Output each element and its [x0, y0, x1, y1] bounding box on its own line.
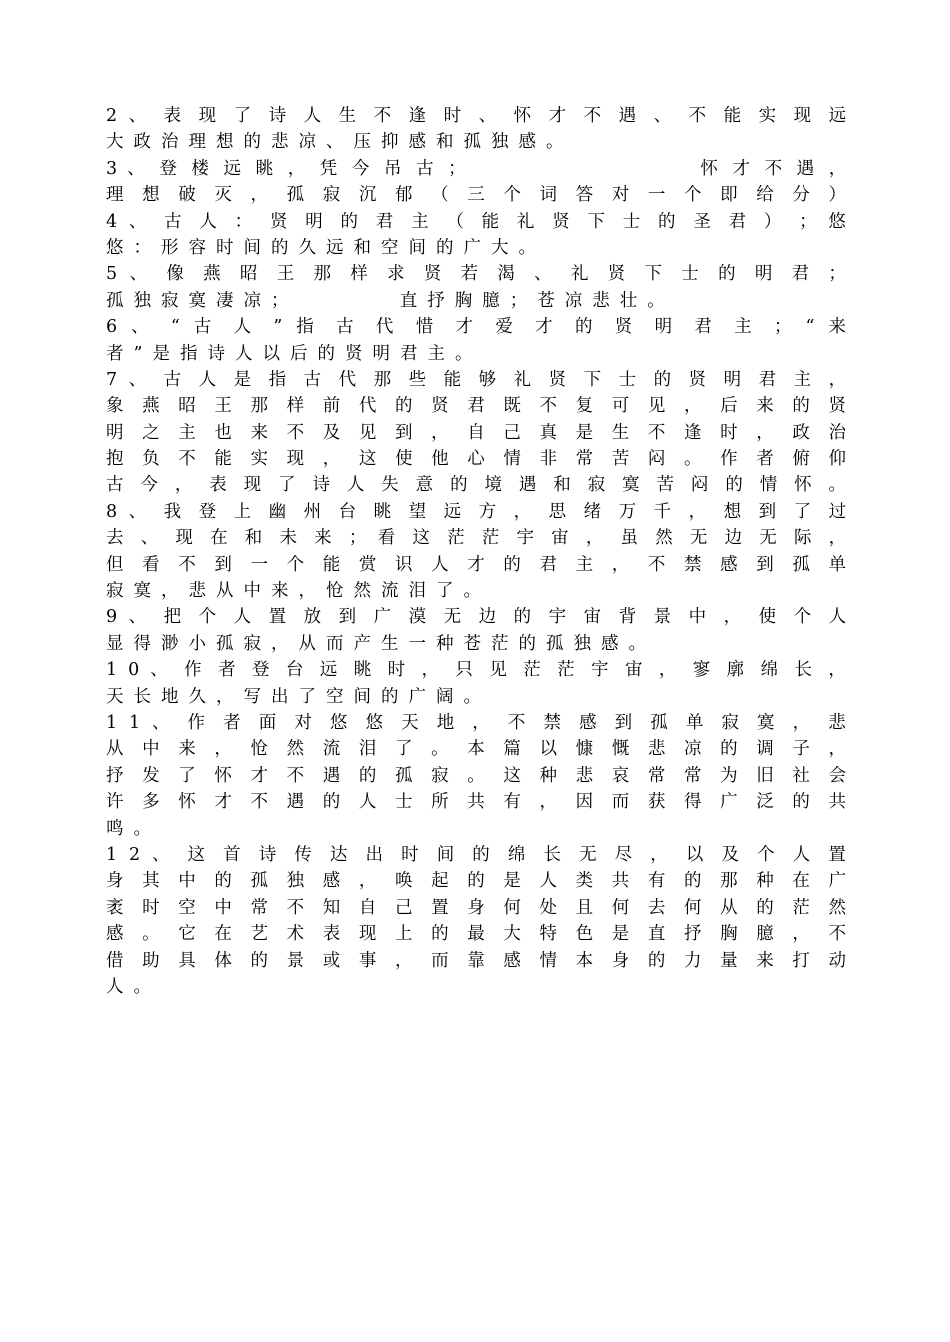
text-line: 4 、 古 人 ： 贤 明 的 君 主 （ 能 礼 贤 下 士 的 圣 君 ） ； 悠: [106, 211, 846, 232]
text-line: 8 、 我 登 上 幽 州 台 眺 望 远 方 ， 思 绪 万 千 ， 想 到 了 过: [106, 501, 846, 522]
text-line: 象 燕 昭 王 那 样 前 代 的 贤 君 既 不 复 可 见 ， 后 来 的 贤: [106, 396, 846, 417]
text-line: 人。: [106, 976, 161, 997]
text-line: 2 、 表 现 了 诗 人 生 不 逢 时 、 怀 才 不 遇 、 不 能 实 现 远: [106, 106, 846, 126]
text-line: 明 之 主 也 来 不 及 见 到 ， 自 己 真 是 生 不 逢 时 ， 政 治: [106, 422, 846, 443]
text-line: 孤独寂寞凄凉； 直抒胸臆；苍凉悲壮。: [106, 290, 675, 311]
text-line: 去 、 现 在 和 未 来 ； 看 这 茫 茫 宇 宙 ， 虽 然 无 边 无 际 ，: [106, 528, 846, 549]
text-line: 古 今 ， 表 现 了 诗 人 失 意 的 境 遇 和 寂 寞 苦 闷 的 情 怀 。: [106, 475, 846, 496]
text-line: 1 1 、 作 者 面 对 悠 悠 天 地 ， 不 禁 感 到 孤 单 寂 寞 ， 悲: [106, 712, 846, 733]
text-line: 者”是指诗人以后的贤明君主。: [106, 343, 483, 364]
text-line: 5 、 像 燕 昭 王 那 样 求 贤 若 渴 、 礼 贤 下 士 的 明 君 ；: [106, 264, 846, 285]
text-line: 感 。 它 在 艺 术 表 现 上 的 最 大 特 色 是 直 抒 胸 臆 ， 不: [106, 924, 846, 945]
text-line: 寂寞，悲从中来，怆然流泪了。: [106, 581, 491, 602]
text-line: 1 2 、 这 首 诗 传 达 出 时 间 的 绵 长 无 尽 ， 以 及 个 人 置: [106, 844, 846, 865]
text-line: 借 助 具 体 的 景 或 事 ， 而 靠 感 情 本 身 的 力 量 来 打 动: [106, 950, 846, 971]
text-line: 抒 发 了 怀 才 不 遇 的 孤 寂 。 这 种 悲 哀 常 常 为 旧 社 会: [106, 765, 846, 786]
text-line: 天长地久，写出了空间的广阔。: [106, 686, 491, 707]
text-line: 袤 时 空 中 常 不 知 自 己 置 身 何 处 且 何 去 何 从 的 茫 然: [106, 897, 846, 918]
text-line: 理 想 破 灭 ， 孤 寂 沉 郁 （ 三 个 词 答 对 一 个 即 给 分 ）: [106, 185, 846, 206]
text-line: 许 多 怀 才 不 遇 的 人 士 所 共 有 ， 因 而 获 得 广 泛 的 共: [106, 792, 846, 813]
text-line: 显得渺小孤寂，从而产生一种苍茫的孤独感。: [106, 633, 656, 654]
text-line: 1 0 、 作 者 登 台 远 眺 时 ， 只 见 茫 茫 宇 宙 ， 寥 廓 绵 长 ，: [106, 660, 846, 681]
text-line: 抱 负 不 能 实 现 ， 这 使 他 心 情 非 常 苦 闷 。 作 者 俯 仰: [106, 449, 846, 470]
text-line: 9 、 把 个 人 置 放 到 广 漠 无 边 的 宇 宙 背 景 中 ， 使 个 人: [106, 607, 846, 628]
text-line: 身 其 中 的 孤 独 感 ， 唤 起 的 是 人 类 共 有 的 那 种 在 广: [106, 871, 846, 892]
text-line: 7 、 古 人 是 指 古 代 那 些 能 够 礼 贤 下 士 的 贤 明 君 主 ，: [106, 369, 846, 390]
text-line: 3 、 登 楼 远 眺 ， 凭 今 吊 古 ； 怀 才 不 遇 ，: [106, 158, 846, 179]
text-line: 大政治理想的悲凉、压抑感和孤独感。: [106, 132, 574, 153]
answer-text-block: [106, 103, 846, 1000]
text-line: 但 看 不 到 一 个 能 赏 识 人 才 的 君 主 ， 不 禁 感 到 孤 单: [106, 554, 846, 575]
text-line: 悠：形容时间的久远和空间的广大。: [106, 237, 546, 258]
text-line: 6 、 “ 古 人 ” 指 古 代 惜 才 爱 才 的 贤 明 君 主 ； “ 来: [106, 317, 846, 338]
text-line: 从 中 来 ， 怆 然 流 泪 了 。 本 篇 以 慷 慨 悲 凉 的 调 子 ，: [106, 739, 846, 760]
text-line: 鸣。: [106, 818, 161, 839]
